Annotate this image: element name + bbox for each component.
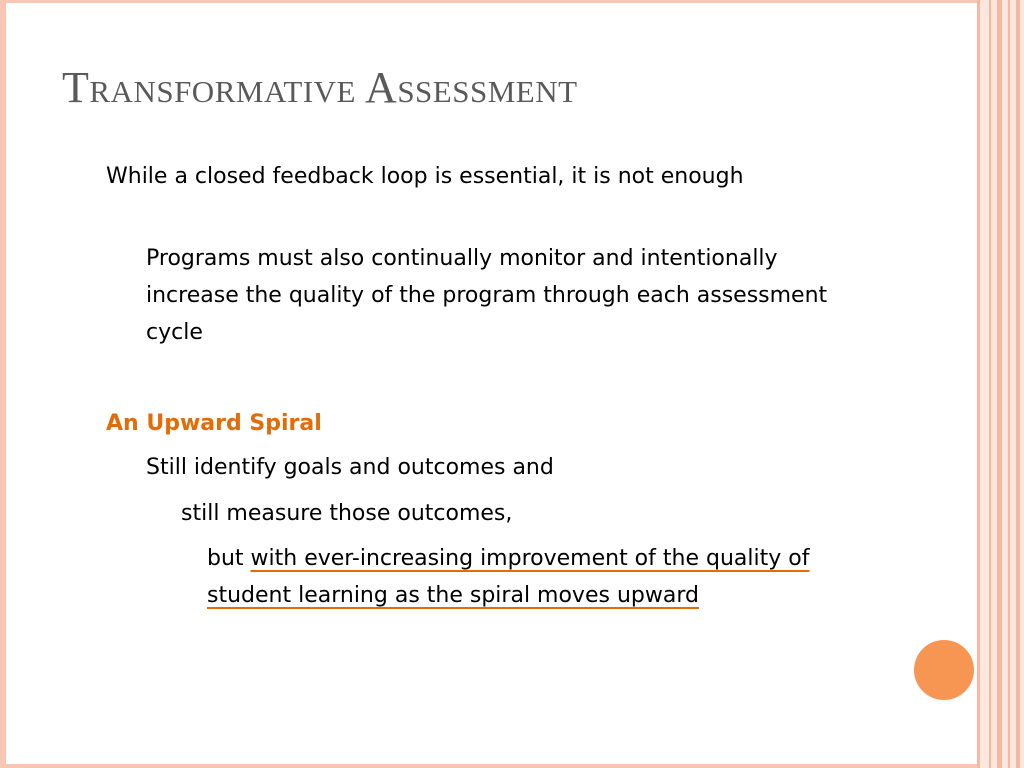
stripe xyxy=(1008,0,1010,768)
subheading: An Upward Spiral xyxy=(106,411,322,436)
body-paragraph xyxy=(207,540,847,614)
stripe xyxy=(1016,0,1020,768)
slide-title: Transformative Assessment xyxy=(62,63,578,112)
body-paragraph: While a closed feedback loop is essential, it is not enough xyxy=(106,164,744,189)
body-paragraph: still measure those outcomes, xyxy=(181,501,513,526)
stripe xyxy=(977,0,980,768)
underlined-text: with ever-increasing improvement of the quality of student learning as the spiral moves upward xyxy=(207,546,810,608)
body-paragraph: Programs must also continually monitor and intentionally increase the quality of the program through each assessment cycle xyxy=(146,246,828,345)
decorative-stripes xyxy=(977,0,1024,768)
body-paragraph: Still identify goals and outcomes and xyxy=(146,455,554,480)
paragraph-prefix: but xyxy=(207,546,251,571)
decorative-circle xyxy=(914,640,974,700)
stripe xyxy=(989,0,991,768)
stripe xyxy=(997,0,1002,768)
